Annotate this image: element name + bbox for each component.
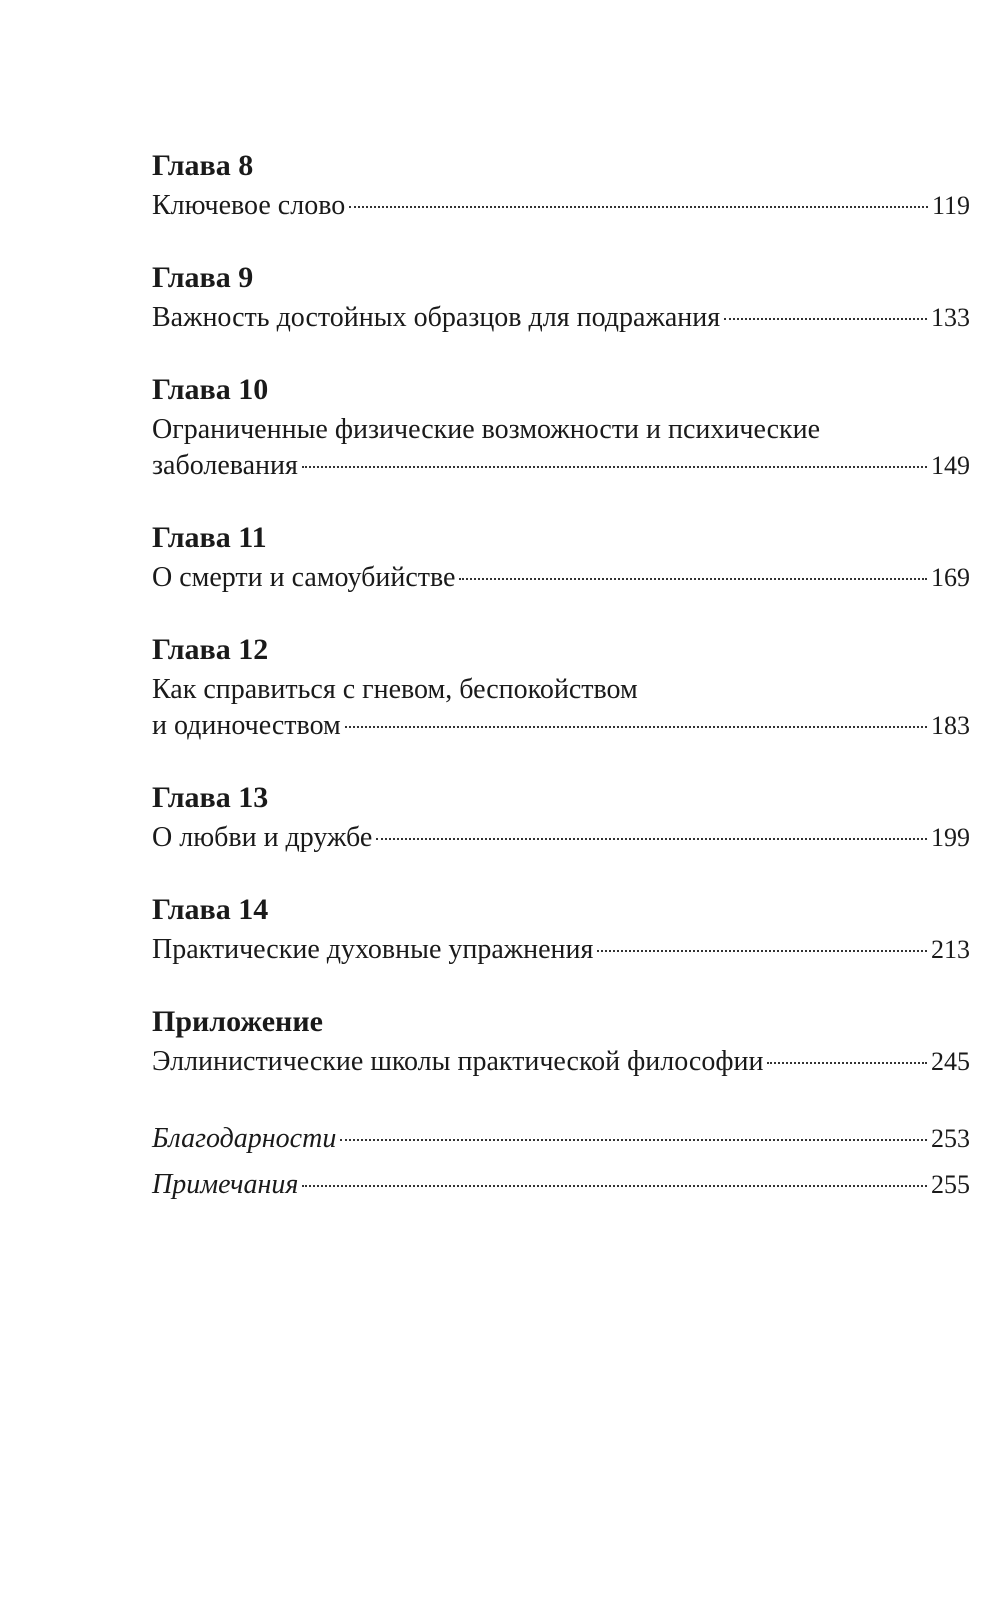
toc-leader-row <box>152 448 970 484</box>
chapter-heading: Глава 10 <box>152 373 269 406</box>
appendix-heading: Приложение <box>152 1005 323 1038</box>
page-number: 213 <box>931 935 970 964</box>
toc-entry[interactable] <box>152 820 970 856</box>
dot-leader <box>345 726 927 728</box>
toc-entry[interactable] <box>152 1044 970 1080</box>
toc-leader-row <box>152 1044 970 1080</box>
acknowledgements-title: Благодарности <box>152 1123 337 1154</box>
dot-leader <box>302 1185 927 1187</box>
toc-entry-notes[interactable] <box>152 1162 970 1208</box>
toc-chapter <box>152 632 970 744</box>
page-number: 149 <box>931 451 970 480</box>
dot-leader <box>376 838 927 840</box>
dot-leader <box>767 1062 927 1064</box>
page-number: 183 <box>931 711 970 740</box>
page-number: 245 <box>931 1047 970 1076</box>
toc-chapter <box>152 372 970 484</box>
toc-chapter <box>152 780 970 856</box>
toc-chapter <box>152 260 970 336</box>
toc-leader-row <box>152 560 970 596</box>
chapter-title: О любви и дружбе <box>152 822 373 853</box>
toc-entry[interactable] <box>152 300 970 336</box>
page-number: 199 <box>931 823 970 852</box>
chapter-heading: Глава 9 <box>152 261 254 294</box>
toc-extras <box>152 1116 970 1208</box>
toc-leader-row <box>152 188 970 224</box>
toc-entry[interactable] <box>152 672 970 744</box>
toc-leader-row <box>152 820 970 856</box>
chapter-heading: Глава 11 <box>152 521 267 554</box>
page-number: 255 <box>931 1170 970 1199</box>
dot-leader <box>340 1139 927 1141</box>
chapter-title: заболевания <box>152 450 298 481</box>
toc-leader-row <box>152 300 970 336</box>
dot-leader <box>302 466 927 468</box>
toc-entry[interactable] <box>152 932 970 968</box>
chapter-title-line: Ограниченные физические возможности и психические <box>152 414 821 445</box>
chapter-heading: Глава 8 <box>152 149 254 182</box>
chapter-title: Практические духовные упражнения <box>152 934 594 965</box>
dot-leader <box>724 318 927 320</box>
chapter-title: и одиночеством <box>152 710 341 741</box>
toc-chapter <box>152 892 970 968</box>
page-number: 169 <box>931 563 970 592</box>
chapter-heading: Глава 13 <box>152 781 269 814</box>
page-number: 133 <box>931 303 970 332</box>
dot-leader <box>597 950 927 952</box>
toc-entry-acknowledgements[interactable] <box>152 1116 970 1162</box>
notes-title: Примечания <box>152 1169 299 1200</box>
chapter-title-line: Как справиться с гневом, беспокойством <box>152 674 638 705</box>
page-number: 119 <box>931 191 970 220</box>
appendix-title: Эллинистические школы практической философии <box>152 1046 764 1077</box>
chapter-title: Важность достойных образцов для подражания <box>152 302 721 333</box>
page-number: 253 <box>931 1124 970 1153</box>
dot-leader <box>459 578 927 580</box>
chapter-heading: Глава 12 <box>152 633 269 666</box>
toc-chapter <box>152 520 970 596</box>
dot-leader <box>349 206 928 208</box>
chapter-title: Ключевое слово <box>152 190 346 221</box>
toc-entry[interactable] <box>152 560 970 596</box>
table-of-contents <box>152 148 970 1208</box>
toc-appendix <box>152 1004 970 1080</box>
chapter-title: О смерти и самоубийстве <box>152 562 456 593</box>
toc-entry[interactable] <box>152 412 970 484</box>
toc-entry[interactable] <box>152 188 970 224</box>
chapter-heading: Глава 14 <box>152 893 269 926</box>
toc-leader-row <box>152 932 970 968</box>
toc-leader-row <box>152 708 970 744</box>
toc-chapter <box>152 148 970 224</box>
